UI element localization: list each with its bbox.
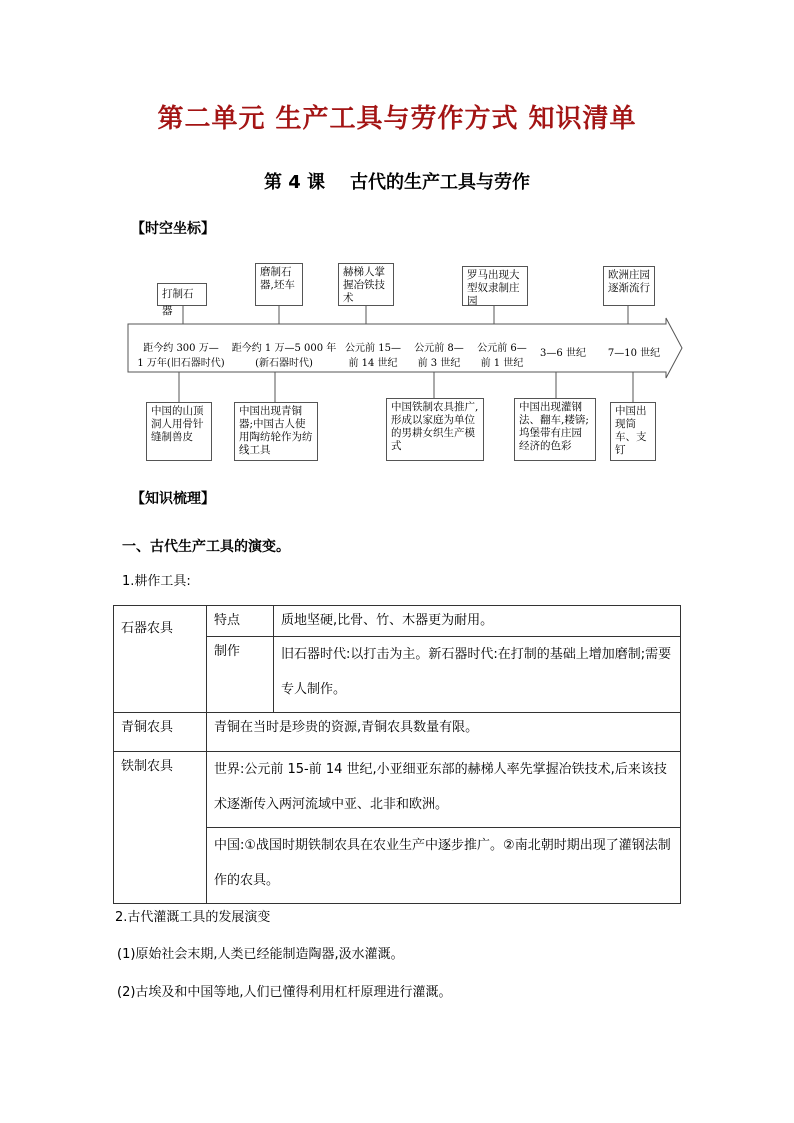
bronze-text: 青铜在当时是珍贵的资源,青铜农具数量有限。	[207, 713, 681, 752]
timeline-top-box: 赫梯人掌握冶铁技术	[338, 263, 394, 306]
stone-tools-label: 石器农具	[114, 606, 207, 713]
feature-text: 质地坚硬,比骨、竹、木器更为耐用。	[274, 606, 681, 637]
iron-tools-label: 铁制农具	[114, 752, 207, 904]
timeline-top-box: 打制石器	[157, 283, 207, 306]
iron-china-text: 中国:①战国时期铁制农具在农业生产中逐步推广。②南北朝时期出现了灌钢法制作的农具。	[207, 828, 681, 904]
paragraph: (1)原始社会末期,人类已经能制造陶器,汲水灌溉。	[117, 947, 404, 962]
make-label: 制作	[207, 637, 274, 713]
timeline-bottom-box: 中国的山顶洞人用骨针缝制兽皮	[146, 402, 212, 461]
timeline-date: 3—6 世纪	[540, 348, 586, 359]
make-text: 旧石器时代:以打击为主。新石器时代:在打制的基础上增加磨制;需要专人制作。	[274, 637, 681, 713]
timeline-bottom-box: 中国铁制农具推广,形成以家庭为单位的男耕女织生产模式	[386, 398, 484, 461]
timeline-top-box: 欧洲庄园逐渐流行	[603, 266, 655, 306]
unit-title: 第二单元 生产工具与劳作方式 知识清单	[157, 104, 637, 134]
feature-label: 特点	[207, 606, 274, 637]
timeline-date: 公元前 8— 前 3 世纪	[414, 343, 464, 369]
timeline-date: 距今约 1 万—5 000 年 (新石器时代)	[231, 343, 337, 369]
timeline-bottom-box: 中国出现筒车、支钉	[610, 402, 656, 461]
iron-world-text: 世界:公元前 15-前 14 世纪,小亚细亚东部的赫梯人率先掌握冶铁技术,后来该技术逐渐传入两河流域中亚、北非和欧洲。	[207, 752, 681, 828]
timeline-date: 公元前 15— 前 14 世纪	[345, 343, 401, 369]
timeline-bottom-box: 中国出现青铜器;中国古人使用陶纺轮作为纺线工具	[234, 402, 318, 461]
section-heading: 一、古代生产工具的演变。	[122, 539, 290, 555]
bronze-tools-label: 青铜农具	[114, 713, 207, 752]
timeline-heading: 【时空坐标】	[131, 221, 215, 237]
subsection-label: 1.耕作工具:	[122, 574, 191, 589]
timeline-date: 7—10 世纪	[607, 348, 661, 359]
review-heading: 【知识梳理】	[131, 491, 215, 507]
timeline-top-box: 磨制石器,坯车	[255, 263, 303, 306]
paragraph: (2)古埃及和中国等地,人们已懂得利用杠杆原理进行灌溉。	[117, 985, 452, 1000]
farming-tools-table	[113, 605, 681, 904]
subsection-label: 2.古代灌溉工具的发展演变	[115, 910, 271, 925]
timeline-bottom-box: 中国出现灌钢法、翻车,耧锛;坞堡带有庄园经济的色彩	[514, 398, 596, 461]
timeline-top-box: 罗马出现大型奴隶制庄园	[462, 266, 528, 306]
timeline-date: 公元前 6— 前 1 世纪	[477, 343, 527, 369]
timeline-date: 距今约 300 万— 1 万年(旧石器时代)	[137, 343, 225, 369]
lesson-title: 第 4 课 古代的生产工具与劳作	[263, 172, 531, 193]
